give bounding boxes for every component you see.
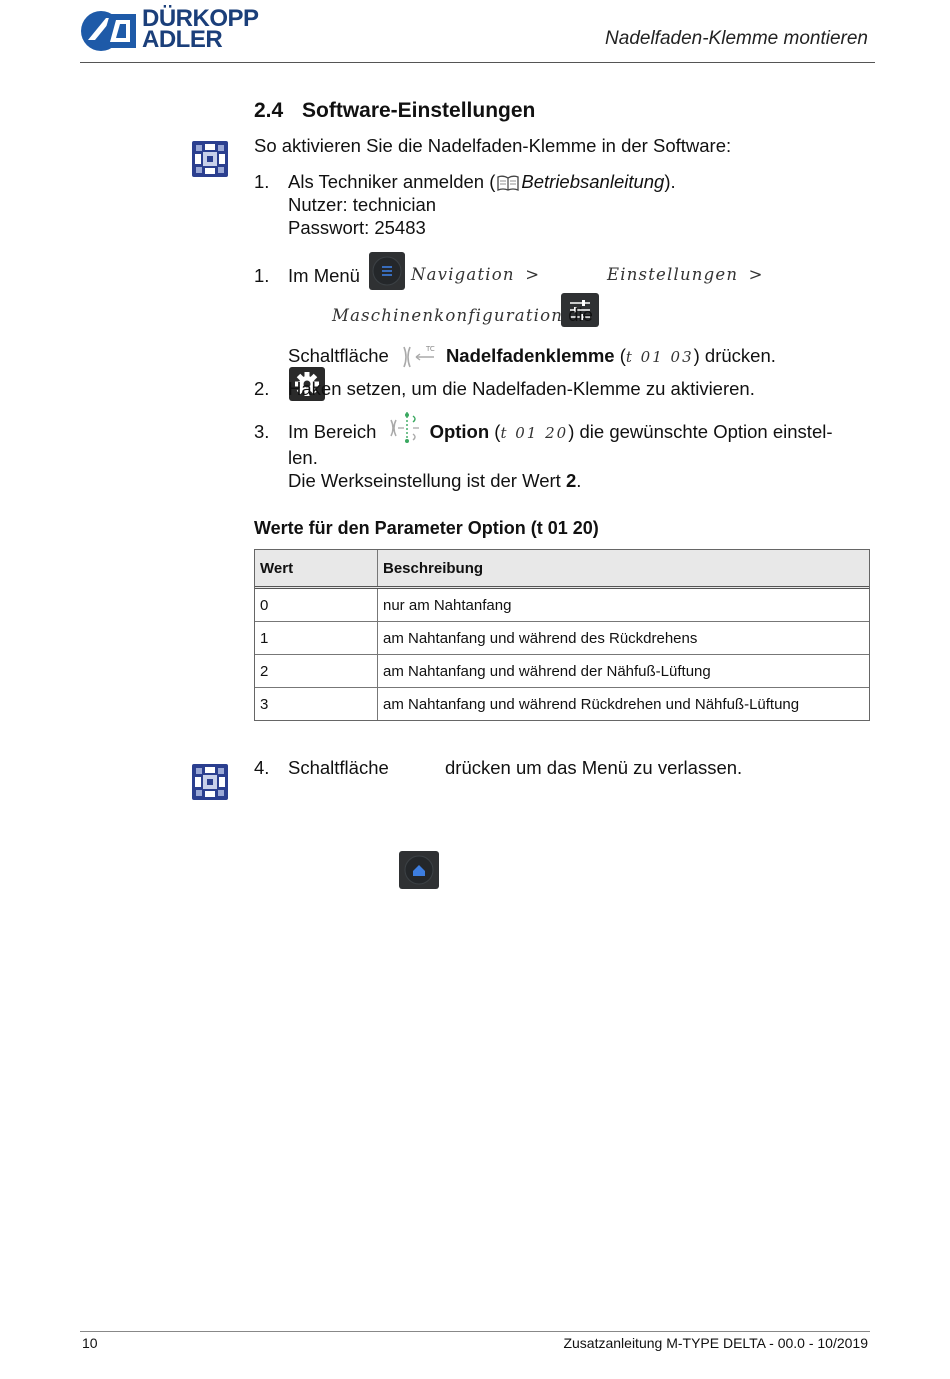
table-row xyxy=(255,655,869,688)
info-icon xyxy=(192,764,228,800)
code-paren-close: ) drücken. xyxy=(693,344,776,366)
option-prefix: Im Bereich xyxy=(288,421,377,442)
code-paren-open: ( xyxy=(494,421,501,442)
step-login xyxy=(254,170,854,240)
exit-suffix: drücken um das Menü zu verlassen. xyxy=(445,757,743,778)
section-number: 2.4 xyxy=(254,99,284,122)
option-icon[interactable] xyxy=(386,410,426,446)
option-text-line2: len. xyxy=(288,447,318,469)
info-icon xyxy=(192,141,228,177)
menu-prefix: Im Menü xyxy=(288,265,360,286)
step-number: 1. xyxy=(254,265,270,286)
book-icon xyxy=(497,175,519,191)
menu-separator: > xyxy=(748,265,764,284)
manual-reference: Betriebsanleitung xyxy=(521,171,665,192)
menu-settings: Einstellungen xyxy=(607,265,739,284)
table-cell-value: 2 xyxy=(255,655,378,688)
table-heading: Werte für den Parameter Option (t 01 20) xyxy=(254,518,599,538)
check-text: Haken setzen, um die Nadelfaden-Klemme zu aktivieren. xyxy=(288,378,755,399)
brand-logo xyxy=(80,5,270,56)
table-cell-description: am Nahtanfang und während der Nähfuß-Lüftung xyxy=(378,655,870,688)
button-label: Nadelfadenklemme xyxy=(445,344,615,366)
table-header-row xyxy=(255,550,869,588)
parameter-table xyxy=(254,549,870,721)
step-option xyxy=(254,420,874,495)
thread-clamp-icon[interactable] xyxy=(400,343,440,371)
user-line: Nutzer: technician xyxy=(288,194,437,215)
column-header-wert: Wert xyxy=(255,550,378,588)
page-header-title: Nadelfaden-Klemme montieren xyxy=(605,28,868,49)
login-text-end: ). xyxy=(664,171,676,192)
step-number: 4. xyxy=(254,757,270,778)
intro-text: So aktivieren Sie die Nadelfaden-Klemme in der Software: xyxy=(254,135,732,156)
menu-icon[interactable] xyxy=(369,252,405,290)
code-paren-open: ( xyxy=(619,344,626,366)
menu-machine-config: Maschinenkonfiguration xyxy=(332,306,564,325)
table-cell-description: am Nahtanfang und während des Rückdrehens xyxy=(378,622,870,655)
button-line xyxy=(288,343,776,371)
svg-text:TC: TC xyxy=(425,345,435,353)
step-number: 2. xyxy=(254,378,270,399)
document-reference: Zusatzanleitung M-TYPE DELTA - 00.0 - 10/2019 xyxy=(563,1335,868,1351)
header-divider xyxy=(80,62,875,63)
section-title-text: Software-Einstellungen xyxy=(302,99,536,122)
menu-separator: > xyxy=(525,265,541,284)
step-check xyxy=(254,377,874,403)
section-title xyxy=(254,99,535,123)
factory-default-line xyxy=(288,469,833,492)
table-cell-description: nur am Nahtanfang xyxy=(378,588,870,622)
footer-divider xyxy=(80,1331,870,1332)
factory-default-value: 2 xyxy=(565,470,577,492)
button-prefix: Schaltfläche xyxy=(288,344,389,366)
parameter-code: t 01 20 xyxy=(500,424,569,442)
password-line: Passwort: 25483 xyxy=(288,217,426,238)
column-header-beschreibung: Beschreibung xyxy=(378,550,870,588)
menu-navigation: Navigation xyxy=(411,265,515,284)
step-number: 3. xyxy=(254,421,270,442)
table-cell-value: 1 xyxy=(255,622,378,655)
table-row xyxy=(255,622,869,655)
step-menu xyxy=(254,264,874,294)
table-row xyxy=(255,688,869,721)
table-cell-value: 3 xyxy=(255,688,378,721)
parameter-code: t 01 03 xyxy=(625,347,694,366)
option-text: ) die gewünschte Option einstel- xyxy=(568,421,833,442)
option-label: Option xyxy=(429,421,490,442)
factory-default-end: . xyxy=(576,470,582,492)
table-cell-value: 0 xyxy=(255,588,378,622)
brand-logo-icon xyxy=(80,10,136,52)
step-number: 1. xyxy=(254,171,270,192)
factory-default-text: Die Werkseinstellung ist der Wert xyxy=(288,470,561,492)
brand-name-line2: ADLER xyxy=(142,26,223,53)
home-icon[interactable] xyxy=(399,851,439,889)
login-text: Als Techniker anmelden ( xyxy=(288,171,496,192)
menu-after-machine: die xyxy=(568,304,593,325)
exit-prefix: Schaltfläche xyxy=(288,757,389,778)
table-row xyxy=(255,588,869,622)
table-cell-description: am Nahtanfang und während Rückdrehen und Nähfuß-Lüftung xyxy=(378,688,870,721)
brand-name-line1: DÜRKOPP xyxy=(142,5,259,32)
page-number: 10 xyxy=(82,1335,98,1351)
